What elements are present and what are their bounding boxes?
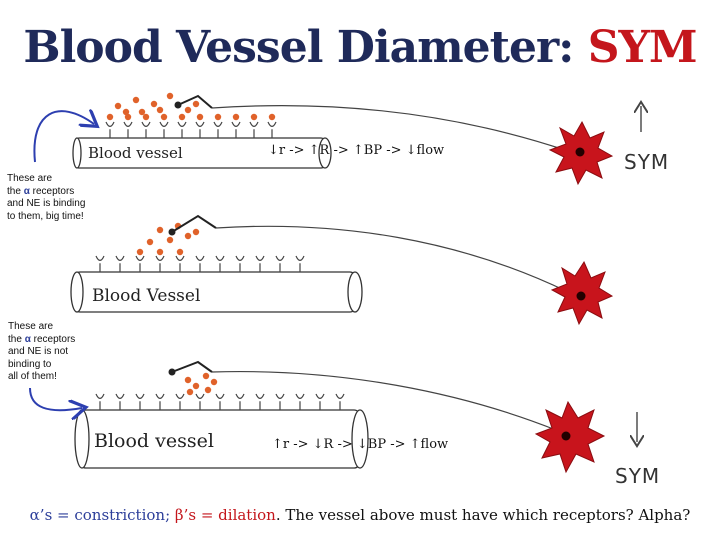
alpha-receptor [136,256,144,272]
norepinephrine-molecule [203,373,209,379]
pointer-arrow-bottom [30,388,82,410]
norepinephrine-molecule [215,114,221,120]
sym-label-bottom: SYM [615,464,661,488]
alpha-receptor [196,394,204,410]
alpha-receptor [268,122,276,138]
alpha-receptor [156,394,164,410]
norepinephrine-molecule [211,379,217,385]
vessel-label-middle: Blood Vessel [92,286,201,306]
norepinephrine-molecule [233,114,239,120]
vessel-label-top: Blood vessel [88,144,183,162]
norepinephrine-molecule [193,229,199,235]
alpha-receptor [256,394,264,410]
norepinephrine-molecule [167,237,173,243]
alpha-receptor [106,122,114,138]
alpha-receptor [196,122,204,138]
norepinephrine-molecule [157,249,163,255]
alpha-receptors-middle [96,256,304,272]
alpha-symbol: α [23,185,30,197]
alpha-receptors-bottom [96,394,344,410]
norepinephrine-molecule [185,107,191,113]
alpha-receptor [232,122,240,138]
norepinephrine-molecule [179,114,185,120]
alpha-receptor [256,256,264,272]
note2-line1: These are [8,321,54,332]
norepinephrine-molecule [251,114,257,120]
alpha-receptor [160,122,168,138]
alpha-receptor [156,256,164,272]
sympathetic-neuron-bottom [536,402,604,472]
norepinephrine-molecule [177,249,183,255]
alpha-receptor [216,394,224,410]
note2-line4: binding to [8,358,52,370]
note2-line3: and NE is not [8,346,69,357]
norepinephrine-molecule [107,114,113,120]
alpha-receptor [296,394,304,410]
norepinephrine-molecule [157,107,163,113]
alpha-receptor [136,394,144,410]
alpha-receptor [236,394,244,410]
title-main: Blood Vessel Diameter: [23,22,588,73]
sym-label-top: SYM [624,150,670,174]
alpha-receptor [214,122,222,138]
norepinephrine-molecule [143,114,149,120]
footer-question [0,506,720,524]
alpha-receptor [236,256,244,272]
alpha-receptor [296,256,304,272]
pressure-chain-top: ↓r -> ↑R -> ↑BP -> ↓flow [268,143,445,158]
alpha-receptor [176,256,184,272]
alpha-receptors-top [106,122,276,138]
alpha-receptor [96,394,104,410]
norepinephrine-molecule [137,249,143,255]
footer-question-text: . The vessel above must have which receptors? Alpha? [275,506,691,524]
norepinephrine-dots-bottom [185,373,217,395]
vessel-label-bottom: Blood vessel [94,430,214,452]
norepinephrine-molecule [157,227,163,233]
norepinephrine-molecule [115,103,121,109]
alpha-receptor [276,394,284,410]
norepinephrine-dots-middle [137,223,199,255]
note2-line2: the α receptors [8,333,76,345]
norepinephrine-molecule [167,93,173,99]
alpha-symbol: α [24,333,31,345]
norepinephrine-molecule [151,101,157,107]
sympathetic-neuron-middle [552,262,612,324]
norepinephrine-molecule [185,377,191,383]
footer-alpha-constriction: α’s = constriction; [29,506,171,524]
norepinephrine-molecule [205,387,211,393]
alpha-receptor [276,256,284,272]
alpha-receptor [142,122,150,138]
alpha-receptor [336,394,344,410]
norepinephrine-molecule [139,109,145,115]
norepinephrine-molecule [193,383,199,389]
note1-line3: and NE is binding [7,198,86,209]
alpha-receptor [216,256,224,272]
note-receptors-not-binding [8,321,108,384]
norepinephrine-molecule [197,114,203,120]
norepinephrine-molecule [187,389,193,395]
norepinephrine-molecule [193,101,199,107]
alpha-receptor [116,394,124,410]
alpha-receptor [250,122,258,138]
alpha-receptor [316,394,324,410]
norepinephrine-molecule [147,239,153,245]
sympathetic-neuron-top [550,122,612,184]
norepinephrine-molecule [269,114,275,120]
nerve-terminal-bottom [170,362,213,375]
alpha-receptor [116,256,124,272]
note1-line2: the α receptors [7,185,75,197]
note2-line5: all of them! [8,371,57,382]
norepinephrine-molecule [123,109,129,115]
note1-line4: to them, big time! [7,210,84,222]
norepinephrine-molecule [185,233,191,239]
title-accent: SYM [587,22,697,73]
alpha-receptor [178,122,186,138]
norepinephrine-molecule [161,114,167,120]
alpha-receptor [176,394,184,410]
note-receptors-binding [7,173,117,223]
alpha-receptor [124,122,132,138]
pressure-chain-bottom: ↑r -> ↓R -> ↓BP -> ↑flow [272,437,449,452]
footer-beta-dilation: β’s = dilation [174,506,276,524]
norepinephrine-molecule [133,97,139,103]
note1-line1: These are [7,173,53,184]
alpha-receptor [196,256,204,272]
alpha-receptor [96,256,104,272]
